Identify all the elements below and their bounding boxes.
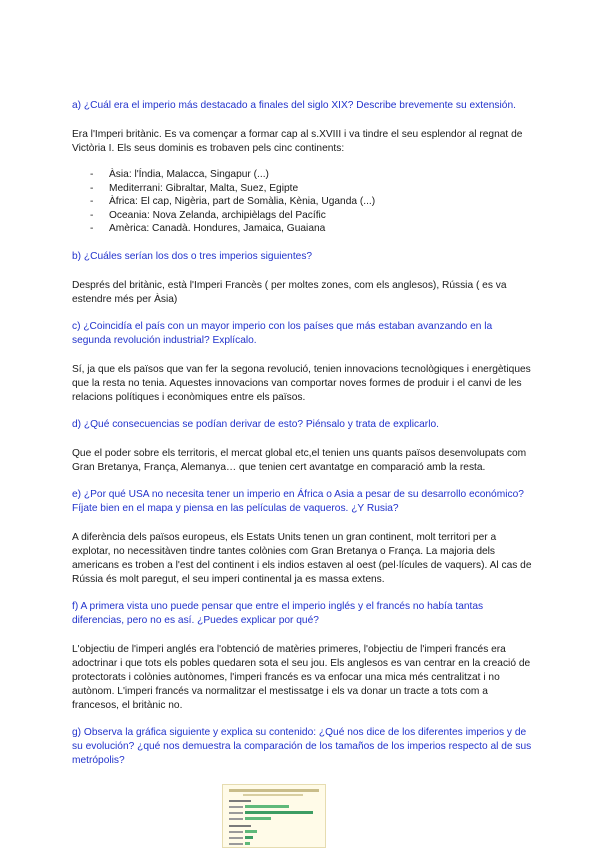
empire-regions-list (72, 168, 532, 236)
question-f: f) A primera vista uno puede pensar que entre el imperio inglés y el francés no había tantas diferencias, pero no es así. ¿Puedes explicar por qué? (72, 600, 484, 626)
document-content (72, 99, 532, 768)
question-e: e) ¿Por qué USA no necesita tener un imperio en África o Asia a pesar de su desarrollo económico? Fíjate bien en el mapa y piensa en las películas de vaqueros. ¿Y Rusia? (72, 488, 524, 514)
bar-chart-thumbnail-icon (222, 784, 326, 848)
question-b: b) ¿Cuáles serían los dos o tres imperios siguientes? (72, 250, 313, 262)
answer-a: Era l'Imperi britànic. Es va començar a formar cap al s.XVIII i va tindre el seu esplendor al regnat de Victòria I. Els seus dominis es trobaven pels cinc continents: (72, 129, 523, 154)
question-c: c) ¿Coincidía el país con un mayor imperio con los países que más estaban avanzando en la segunda revolución industrial? Explícalo. (72, 320, 493, 346)
answer-b: Després del britànic, està l'Imperi Francès ( per moltes zones, com els anglesos), Rússia ( es va estendre més per Àsia) (72, 279, 507, 305)
question-a: a) ¿Cuál era el imperio más destacado a finales del siglo XIX? Describe brevemente su extensión. (72, 100, 516, 111)
list-item: - Amèrica: Canadà. Hondures, Jamaica, Guaiana (90, 223, 326, 234)
list-item: - Oceania: Nova Zelanda, archipièlags del Pacífic (90, 209, 326, 221)
answer-c: Sí, ja que els països que van fer la segona revolució, tenien innovacions tecnològiques i energètiques que la resta no tenia. Aquestes innovacions van comportar noves formes de produir i el canvi de les relacions polítiques i econòmiques entre els països. (72, 363, 531, 403)
answer-f: L'objectiu de l'imperi anglés era l'obtenció de matèries primeres, l'objectiu de l'imperi francés era adoctrinar i que tots els pobles quedaren sota el seu jou. Els anglesos es van centrar en la creació de protectorats i colònies autònomes, l'imperi francés es va enfocar una mica més centralitzat i no autònom. L'imperi francés va normalitzar el mestissatge i els va donar un tracte a tots com a francesos, el britànic no. (72, 643, 531, 711)
answer-e: A diferència dels països europeus, els Estats Units tenen un gran continent, molt territori per a explotar, no necessitàven tindre tantes colònies com Gran Bretanya o França. La majoria dels americans es troben a l'est del continent i els indios estaven al oest (pel·lícules de vaquers). Al cas de Rússia és molt paregut, el seu imperi continental ja es massa extens. (72, 531, 532, 585)
question-g: g) Observa la gráfica siguiente y explica su contenido: ¿Qué nos dice de los diferentes imperios y de su evolución? ¿qué nos demuestra la comparación de los tamaños de los imperios respecto al de sus metrópolis? (72, 726, 532, 766)
question-d: d) ¿Qué consecuencias se podían derivar de esto? Piénsalo y trata de explicarlo. (72, 418, 439, 430)
answer-d: Que el poder sobre els territoris, el mercat global etc,el tenien uns quants països desenvolupats com Gran Bretanya, França, Alemanya… que tenien cert avantatge en comparació amb la resta. (72, 447, 527, 473)
list-item: - Àfrica: El cap, Nigèria, part de Somàlia, Kènia, Uganda (...) (90, 196, 376, 207)
list-item: - Mediterrani: Gibraltar, Malta, Suez, Egipte (90, 182, 299, 194)
list-item: - Àsia: l'Índia, Malacca, Singapur (...) (90, 169, 269, 180)
